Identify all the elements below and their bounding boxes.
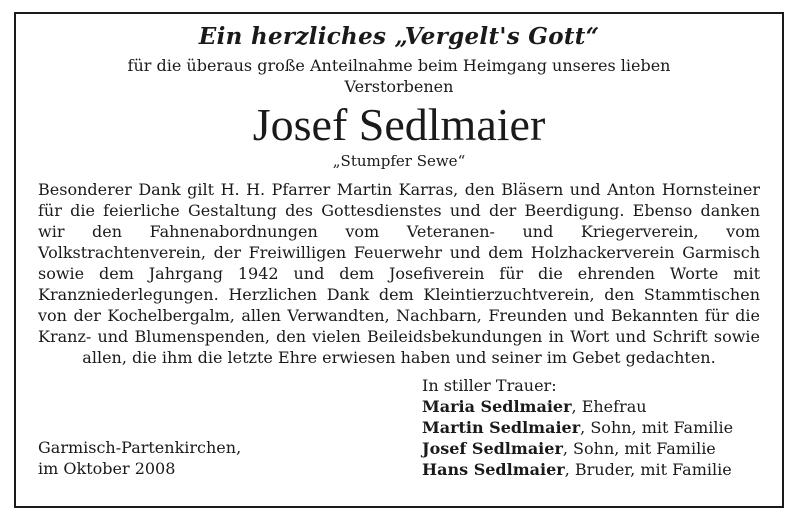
date-text: im Oktober 2008 bbox=[38, 459, 176, 478]
mourner-relation: , Sohn, mit Familie bbox=[562, 439, 716, 458]
mourner-name: Hans Sedlmaier bbox=[422, 460, 565, 479]
mourner-name: Martin Sedlmaier bbox=[422, 418, 581, 437]
notice-heading: Ein herzliches „Vergelt's Gott“ bbox=[198, 23, 600, 50]
notice-intro: für die überaus große Anteilnahme beim Heimgang unseres lieben Verstorbenen bbox=[127, 56, 671, 96]
mourner-item bbox=[422, 438, 733, 459]
deceased-name: Josef Sedlmaier bbox=[252, 99, 546, 150]
mourner-relation: , Ehefrau bbox=[571, 397, 647, 416]
obituary-notice bbox=[14, 12, 784, 508]
deceased-nickname: „Stumpfer Sewe“ bbox=[332, 152, 466, 170]
mourner-item bbox=[422, 417, 733, 438]
place-text: Garmisch-Partenkirchen, bbox=[38, 438, 242, 457]
thanks-paragraph: Besonderer Dank gilt H. H. Pfarrer Martin Karras, den Bläsern und Anton Hornsteiner für die feierliche Gestaltung des Gottesdienstes und der Beerdigung. Ebenso danken wir den Fahnenabordnungen vom Veteranen- und Kriegerverein, vom Volkstrachtenverein, der Freiwilligen Feuerwehr und dem Holzhackerverein Garmisch sowie dem Jahrgang 1942 und dem Josefiverein für die ehrenden Worte mit Kranzniederlegungen. Herzlichen Dank dem Kleintierzuchtverein, den Stammtischen von der Kochelbergalm, allen Verwandten, Nachbarn, Freunden und Bekannten für die Kranz- und Blumenspenden, den vielen Beileidsbekundungen in Wort und Schrift sowie allen, die ihm die letzte Ehre erwiesen haben und seiner im Gebet gedachten. bbox=[38, 180, 760, 367]
mourner-relation: , Sohn, mit Familie bbox=[580, 418, 734, 437]
mourner-item bbox=[422, 459, 733, 480]
notice-footer bbox=[38, 375, 760, 479]
mourner-name: Maria Sedlmaier bbox=[422, 397, 572, 416]
mourner-item bbox=[422, 396, 733, 417]
mourners-list bbox=[422, 375, 733, 480]
place-date bbox=[38, 437, 241, 479]
mourner-relation: , Bruder, mit Familie bbox=[564, 460, 732, 479]
mourning-label: In stiller Trauer: bbox=[422, 376, 557, 395]
mourner-name: Josef Sedlmaier bbox=[422, 439, 563, 458]
